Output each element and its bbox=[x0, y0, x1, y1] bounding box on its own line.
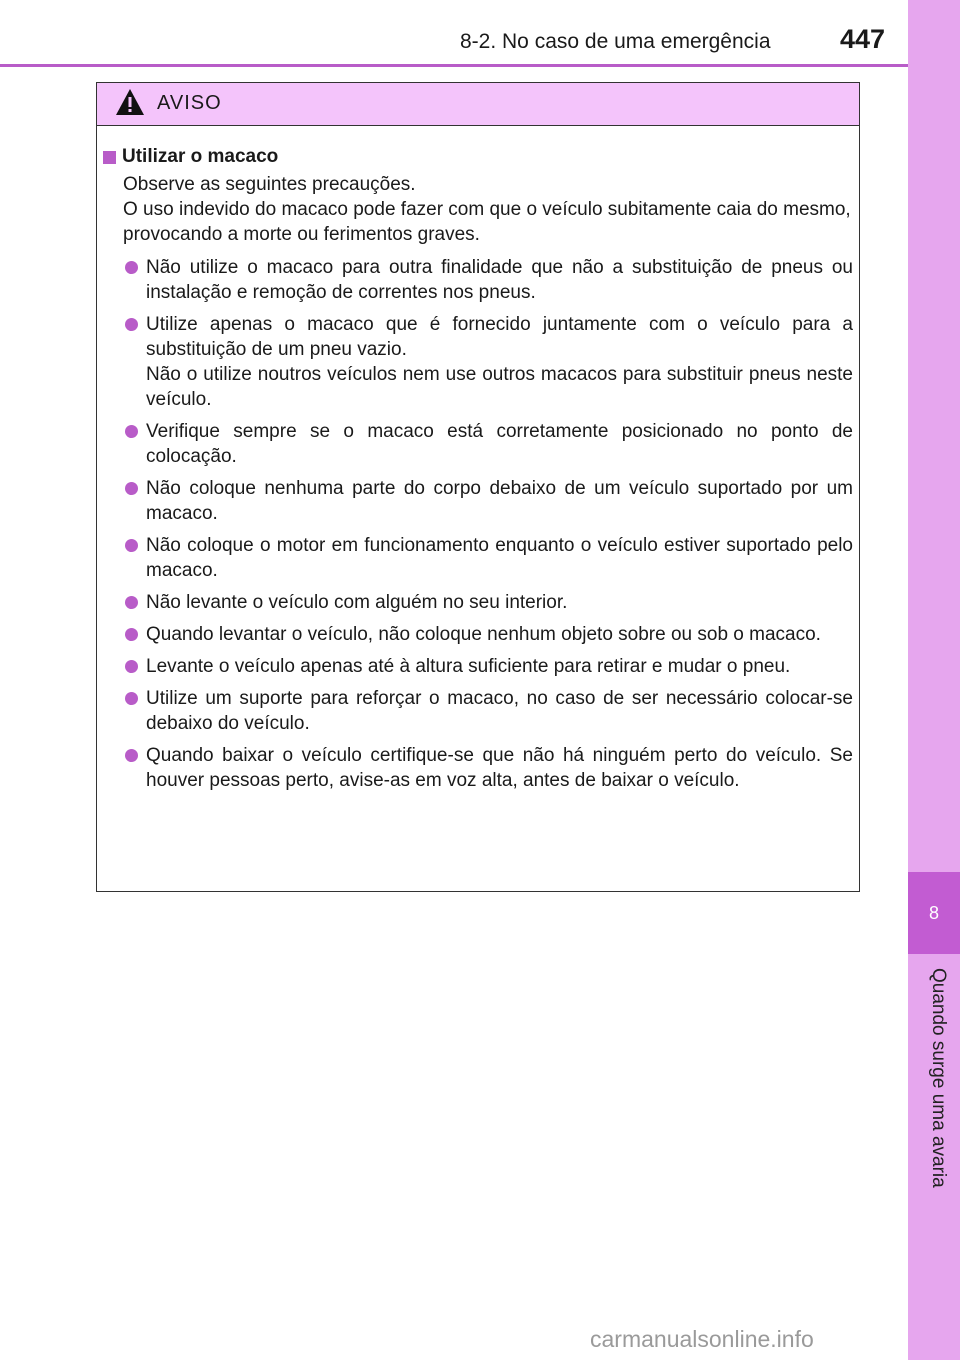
watermark: carmanualsonline.info bbox=[590, 1326, 814, 1352]
bullet-item bbox=[103, 654, 853, 679]
bullet-item bbox=[103, 312, 853, 412]
header-divider bbox=[0, 64, 908, 67]
sub-heading bbox=[103, 146, 853, 168]
bullet-text: Levante o veículo apenas até à altura suficiente para retirar e mudar o pneu. bbox=[146, 656, 791, 677]
bullet-text: Não coloque nenhuma parte do corpo debaixo de um veículo suportado por um macaco. bbox=[146, 478, 853, 524]
bullet-dot-icon bbox=[125, 749, 138, 762]
bullet-dot-icon bbox=[125, 539, 138, 552]
bullet-dot-icon bbox=[125, 692, 138, 705]
bullet-dot-icon bbox=[125, 425, 138, 438]
bullet-text: Quando baixar o veículo certifique-se que não há ninguém perto do veículo. Se houver pessoas perto, avise-as em voz alta, antes de baixar o veículo. bbox=[146, 745, 853, 791]
chapter-number: 8 bbox=[908, 872, 960, 954]
bullet-item bbox=[103, 686, 853, 736]
bullet-item bbox=[103, 622, 853, 647]
intro-text bbox=[103, 172, 853, 247]
bullet-text bbox=[146, 312, 853, 412]
section-title: 8-2. No caso de uma emergência bbox=[460, 30, 771, 53]
intro-line: O uso indevido do macaco pode fazer com que o veículo subitamente caia do mesmo, provocando a morte ou ferimentos graves. bbox=[123, 199, 851, 245]
warning-triangle-icon bbox=[115, 88, 145, 116]
bullet-item bbox=[103, 743, 853, 793]
bullet-dot-icon bbox=[125, 261, 138, 274]
page-number: 447 bbox=[840, 24, 886, 54]
bullet-dot-icon bbox=[125, 596, 138, 609]
bullet-item bbox=[103, 476, 853, 526]
bullet-text: Não coloque o motor em funcionamento enquanto o veículo estiver suportado pelo macaco. bbox=[146, 535, 853, 581]
bullet-text: Não utilize o macaco para outra finalidade que não a substituição de pneus ou instalação e remoção de correntes nos pneus. bbox=[146, 257, 853, 303]
bullet-item bbox=[103, 419, 853, 469]
bullet-line: Utilize apenas o macaco que é fornecido juntamente com o veículo para a substituição de um pneu vazio. bbox=[146, 314, 853, 360]
bullet-item bbox=[103, 255, 853, 305]
sub-heading-text: Utilizar o macaco bbox=[122, 146, 279, 167]
warning-body bbox=[97, 126, 859, 793]
bullet-item bbox=[103, 533, 853, 583]
square-bullet-icon bbox=[103, 151, 116, 164]
warning-box bbox=[96, 82, 860, 892]
warning-label: AVISO bbox=[157, 92, 222, 114]
bullet-dot-icon bbox=[125, 482, 138, 495]
warning-header bbox=[97, 83, 859, 126]
bullet-text: Quando levantar o veículo, não coloque nenhum objeto sobre ou sob o macaco. bbox=[146, 624, 821, 645]
intro-line: Observe as seguintes precauções. bbox=[123, 174, 416, 195]
bullet-dot-icon bbox=[125, 660, 138, 673]
chapter-title: Quando surge uma avaria bbox=[928, 968, 949, 1188]
bullet-line: Não o utilize noutros veículos nem use outros macacos para substituir pneus neste veículo. bbox=[146, 364, 853, 410]
bullet-text: Utilize um suporte para reforçar o macaco, no caso de ser necessário colocar-se debaixo do veículo. bbox=[146, 688, 853, 734]
bullet-dot-icon bbox=[125, 318, 138, 331]
bullet-item bbox=[103, 590, 853, 615]
bullet-text: Não levante o veículo com alguém no seu interior. bbox=[146, 592, 568, 613]
bullet-dot-icon bbox=[125, 628, 138, 641]
bullet-text: Verifique sempre se o macaco está corretamente posicionado no ponto de colocação. bbox=[146, 421, 853, 467]
